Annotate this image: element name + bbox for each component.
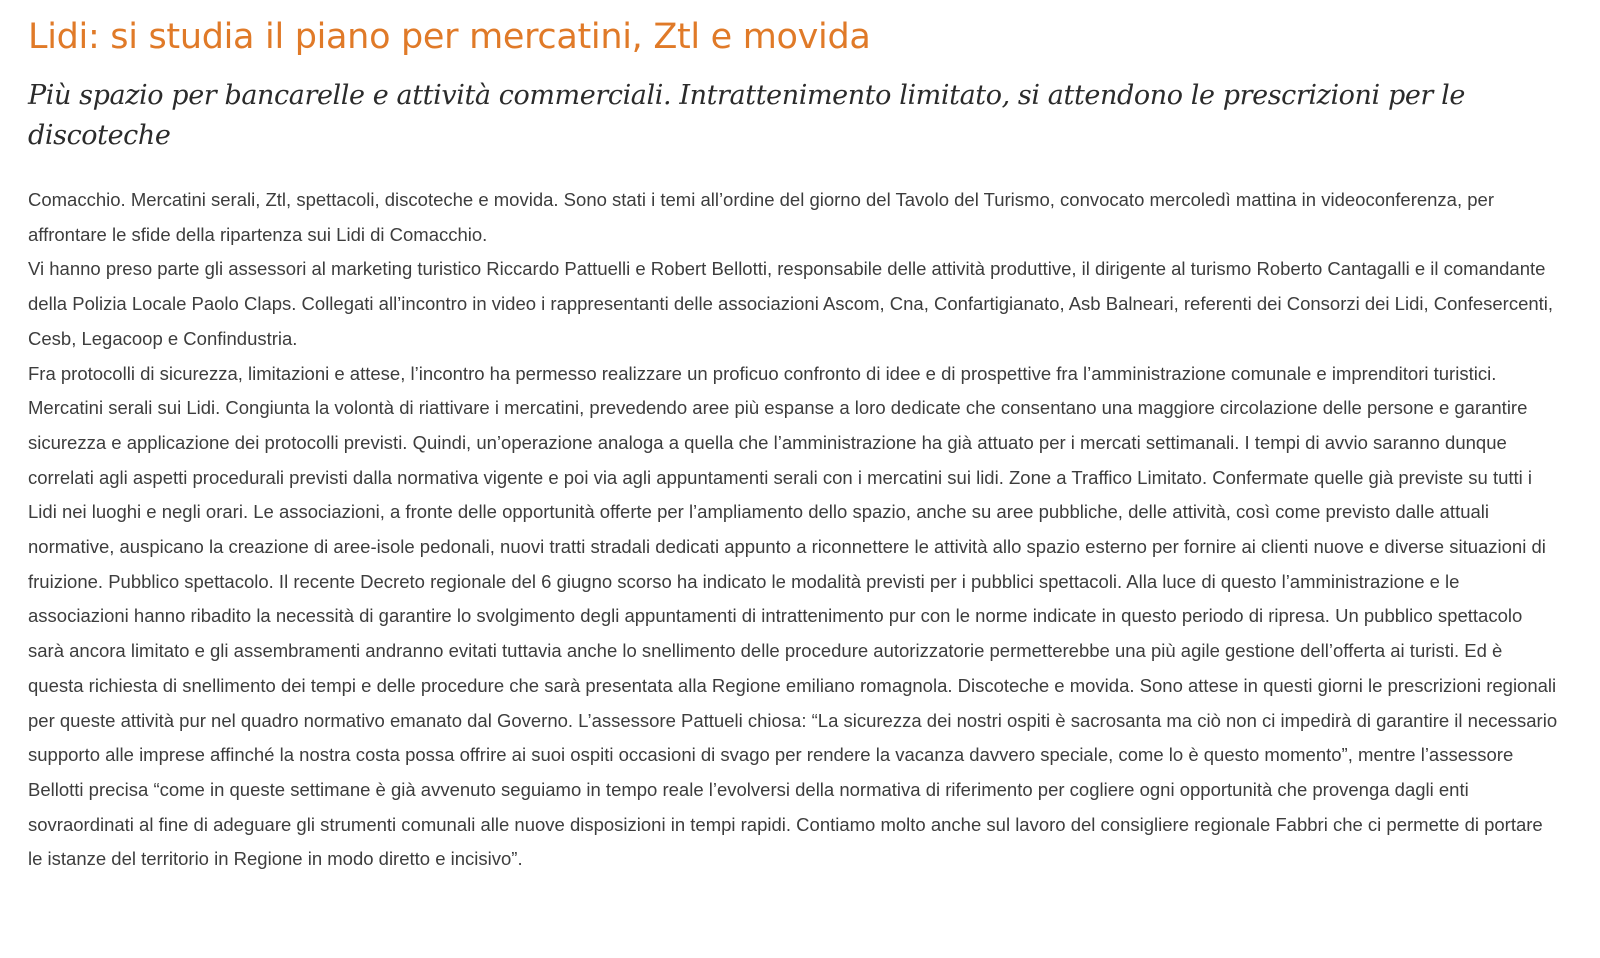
article-paragraph: Comacchio. Mercatini serali, Ztl, spettacoli, discoteche e movida. Sono stati i temi all’ordine del giorno del Tavolo del Turismo, convocato mercoledì mattina in videoconferenza, per affrontare le sfide della ripartenza sui Lidi di Comacchio.	[28, 189, 1494, 245]
article-subtitle: Più spazio per bancarelle e attività commerciali. Intrattenimento limitato, si attendono le prescrizioni per le discoteche	[28, 80, 1465, 151]
article-paragraph: Vi hanno preso parte gli assessori al marketing turistico Riccardo Pattuelli e Robert Bellotti, responsabile delle attività produttive, il dirigente al turismo Roberto Cantagalli e il comandante della Polizia Locale Paolo Claps. Collegati all’incontro in video i rappresentanti delle associazioni Ascom, Cna, Confartigianato, Asb Balneari, referenti dei Consorzi dei Lidi, Confesercenti, Cesb, Legacoop e Confindustria.	[28, 258, 1554, 349]
article-paragraph: Fra protocolli di sicurezza, limitazioni e attese, l’incontro ha permesso realizzare un proficuo confronto di idee e di prospettive fra l’amministrazione comunale e imprenditori turistici. Mercatini serali sui Lidi. Congiunta la volontà di riattivare i mercatini, prevedendo aree più espanse a loro dedicate che consentano una maggiore circolazione delle persone e garantire sicurezza e applicazione dei protocolli previsti. Quindi, un’operazione analoga a quella che l’amministrazione ha già attuato per i mercati settimanali. I tempi di avvio saranno dunque correlati agli aspetti procedurali previsti dalla normativa vigente e poi via agli appuntamenti serali con i mercatini sui lidi. Zone a Traffico Limitato. Confermate quelle già previste su tutti i Lidi nei luoghi e negli orari. Le associazioni, a fronte delle opportunità offerte per l’ampliamento dello spazio, anche su aree pubbliche, delle attività, così come previsto dalle attuali normative, auspicano la creazione di aree-isole pedonali, nuovi tratti stradali dedicati appunto a riconnettere le attività allo spazio esterno per fornire ai clienti nuove e diverse situazioni di fruizione. Pubblico spettacolo. Il recente Decreto regionale del 6 giugno scorso ha indicato le modalità previsti per i pubblici spettacoli. Alla luce di questo l’amministrazione e le associazioni hanno ribadito la necessità di garantire lo svolgimento degli appuntamenti di intrattenimento pur con le norme indicate in questo periodo di ripresa. Un pubblico spettacolo sarà ancora limitato e gli assembramenti andranno evitati tuttavia anche lo snellimento delle procedure autorizzatorie permetterebbe una più agile gestione dell’offerta ai turisti. Ed è questa richiesta di snellimento dei tempi e delle procedure che sarà presentata alla Regione emiliano romagnola. Discoteche e movida. Sono attese in questi giorni le prescrizioni regionali per queste attività pur nel quadro normativo emanato dal Governo. L’assessore Pattueli chiosa: “La sicurezza dei nostri ospiti è sacrosanta ma ciò non ci impedirà di garantire il necessario supporto alle imprese affinché la nostra costa possa offrire ai suoi ospiti occasioni di svago per rendere la vacanza davvero speciale, come lo è questo momento”, mentre l’assessore Bellotti precisa “come in queste settimane è già avvenuto seguiamo in tempo reale l’evolversi della normativa di riferimento per cogliere ogni opportunità che provenga dagli enti sovraordinati al fine di adeguare gli strumenti comunali alle nuove disposizioni in tempi rapidi. Contiamo molto anche sul lavoro del consigliere regionale Fabbri che ci permette di portare le istanze del territorio in Regione in modo diretto e incisivo”.	[28, 362, 1558, 870]
article	[28, 14, 1558, 877]
article-body	[28, 183, 1558, 877]
article-title: Lidi: si studia il piano per mercatini, Ztl e movida	[28, 17, 871, 57]
